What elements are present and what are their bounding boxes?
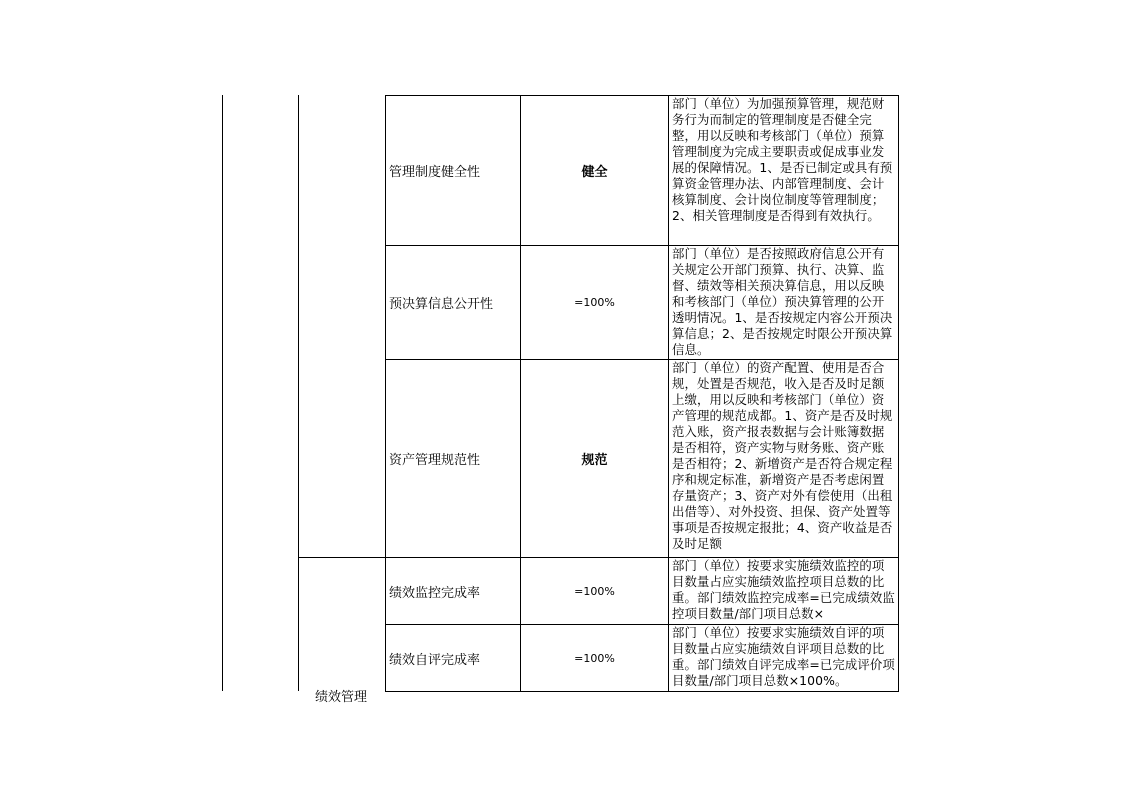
indicator-description-text: 部门（单位）按要求实施绩效自评的项目数量占应实施绩效自评项目总数的比重。部门绩效自评完成率=已完成评价项目数量/部门项目总数×100%。 bbox=[672, 625, 895, 688]
indicator-value-text: 健全 bbox=[581, 165, 608, 180]
indicator-description bbox=[669, 558, 898, 624]
group-label-text: 绩效管理 bbox=[315, 690, 368, 705]
col-line-2 bbox=[298, 95, 299, 691]
col-line-1 bbox=[222, 95, 223, 691]
row-line-bottom bbox=[385, 691, 899, 692]
indicator-description-text: 部门（单位）是否按照政府信息公开有关规定公开部门预算、执行、决算、监督、绩效等相关预决算信息，用以反映和考核部门（单位）预决算管理的公开透明情况。1、是否按规定内容公开预决算信息；2、是否按规定时限公开预决算信息。 bbox=[672, 246, 893, 357]
indicator-description bbox=[669, 246, 898, 359]
indicator-value-text: =100% bbox=[574, 584, 615, 598]
indicator-name-text: 管理制度健全性 bbox=[389, 165, 481, 180]
indicator-name bbox=[386, 360, 520, 557]
indicator-value bbox=[521, 625, 668, 691]
indicator-name-text: 绩效监控完成率 bbox=[389, 585, 481, 601]
col-line-6 bbox=[898, 95, 899, 691]
indicator-description-text: 部门（单位）的资产配置、使用是否合规，处置是否规范，收入是否及时足额上缴，用以反映和考核部门（单位）资产管理的规范成都。1、资产是否及时规范入账，资产报表数据与会计账簿数据是否相符，资产实物与财务账、资产账是否相符；2、新增资产是否符合规定程序和规定标准，新增资产是否考虑闲置存量资产；3、资产对外有偿使用（出租出借等）、对外投资、担保、资产处置等事项是否按规定报批；4、资产收益是否及时足额 bbox=[672, 360, 893, 551]
indicator-value bbox=[521, 360, 668, 557]
indicator-name bbox=[386, 558, 520, 624]
indicator-value-text: 规范 bbox=[581, 453, 608, 468]
indicator-description bbox=[669, 625, 898, 691]
indicator-name bbox=[386, 246, 520, 359]
indicator-name bbox=[386, 625, 520, 691]
indicator-description-text: 部门（单位）按要求实施绩效监控的项目数量占应实施绩效监控项目总数的比重。部门绩效监控完成率=已完成绩效监控项目数量/部门项目总数× bbox=[672, 558, 895, 621]
indicator-value bbox=[521, 96, 668, 245]
indicator-value bbox=[521, 558, 668, 624]
indicator-value-text: =100% bbox=[574, 651, 615, 665]
indicator-name-text: 绩效自评完成率 bbox=[389, 652, 481, 668]
indicator-name-text: 资产管理规范性 bbox=[389, 453, 481, 468]
indicator-value bbox=[521, 246, 668, 359]
indicator-description-text: 部门（单位）为加强预算管理，规范财务行为而制定的管理制度是否健全完整，用以反映和考核部门（单位）预算管理制度为完成主要职责或促成事业发展的保障情况。1、是否已制定或具有预算资金管理办法、内部管理制度、会计核算制度、会计岗位制度等管理制度；2、相关管理制度是否得到有效执行。 bbox=[672, 96, 893, 223]
indicator-name-text: 预决算信息公开性 bbox=[389, 297, 494, 312]
indicator-description bbox=[669, 96, 898, 245]
indicator-description bbox=[669, 360, 898, 557]
indicator-value-text: =100% bbox=[574, 296, 615, 309]
group-label bbox=[315, 682, 375, 705]
indicator-name bbox=[386, 96, 520, 245]
